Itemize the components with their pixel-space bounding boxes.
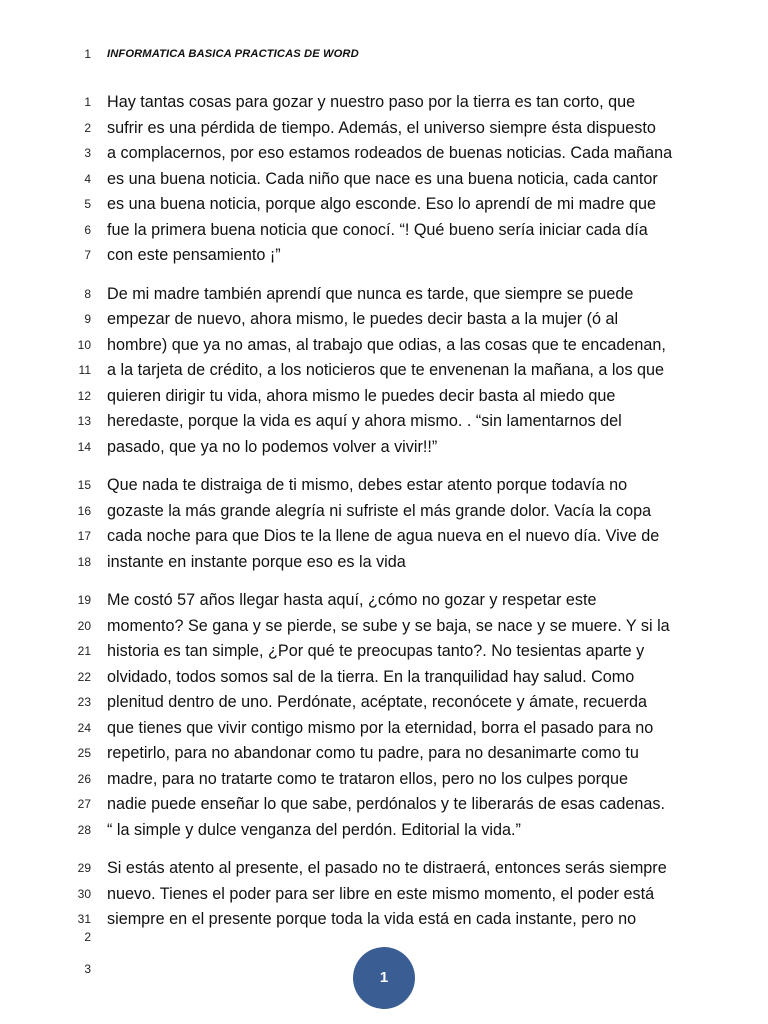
line-number: 16 <box>77 503 91 518</box>
line-text: es una buena noticia, porque algo esconde. Eso lo aprendí de mi madre que <box>107 195 656 213</box>
body-line <box>0 358 768 383</box>
body-line <box>0 550 768 575</box>
line-text: empezar de nuevo, ahora mismo, le puedes decir basta a la mujer (ó al <box>107 310 619 328</box>
line-text: nadie puede enseñar lo que sabe, perdónalos y te liberarás de esas cadenas. <box>107 795 665 813</box>
body-line <box>0 588 768 613</box>
body-line <box>0 818 768 843</box>
line-text: repetirlo, para no abandonar como tu padre, para no desanimarte como tu <box>107 744 639 762</box>
body-line <box>0 882 768 907</box>
body-line <box>0 524 768 549</box>
line-number: 13 <box>77 414 91 428</box>
line-text: quieren dirigir tu vida, ahora mismo le puedes decir basta al miedo que <box>107 386 616 405</box>
line-text: a la tarjeta de crédito, a los noticieros que te envenenan la mañana, a los que <box>107 361 665 379</box>
line-number: 19 <box>77 593 91 607</box>
line-text: momento? Se gana y se pierde, se sube y se baja, se nace y se muere. Y si la <box>107 616 670 635</box>
body-line <box>0 141 768 166</box>
line-number: 9 <box>84 312 91 326</box>
line-text: nuevo. Tienes el poder para ser libre en este mismo momento, el poder está <box>107 884 655 903</box>
body-line <box>0 116 768 141</box>
line-text: Me costó 57 años llegar hasta aquí, ¿cómo no gozar y respetar este <box>107 591 597 609</box>
body-line <box>0 767 768 792</box>
body-line <box>0 435 768 460</box>
body-line <box>0 90 768 115</box>
line-number: 6 <box>84 222 91 237</box>
line-text: De mi madre también aprendí que nunca es tarde, que siempre se puede <box>107 284 634 303</box>
line-number: 26 <box>77 771 91 786</box>
body-line <box>0 384 768 409</box>
line-number: 30 <box>77 886 91 901</box>
line-number: 8 <box>84 286 91 301</box>
body-line <box>0 639 768 664</box>
line-text: Si estás atento al presente, el pasado no te distraerá, entonces serás siempre <box>107 859 667 877</box>
body-line <box>0 282 768 307</box>
line-number: 5 <box>84 197 91 211</box>
body-line <box>0 665 768 690</box>
line-text: madre, para no tratarte como te trataron ellos, pero no los culpes porque <box>107 769 628 788</box>
line-text: hombre) que ya no amas, al trabajo que odias, a las cosas que te encadenan, <box>107 335 666 354</box>
body-line <box>0 716 768 741</box>
line-text: Que nada te distraiga de ti mismo, debes estar atento porque todavía no <box>107 476 628 494</box>
line-number: 4 <box>84 171 91 186</box>
line-number: 2 <box>84 120 91 135</box>
body-line <box>0 243 768 268</box>
body-line <box>0 741 768 766</box>
line-number: 22 <box>77 669 91 684</box>
body-line <box>0 856 768 881</box>
line-number: 17 <box>77 529 91 543</box>
body-line <box>0 473 768 498</box>
body-line <box>0 792 768 817</box>
line-number: 11 <box>78 363 91 377</box>
line-number: 12 <box>77 388 91 403</box>
line-text: con este pensamiento ¡” <box>107 246 281 264</box>
body-line <box>0 690 768 715</box>
line-text: siempre en el presente porque toda la vida está en cada instante, pero no <box>107 910 637 928</box>
body-line <box>0 409 768 434</box>
line-number: 3 <box>84 146 91 160</box>
line-text: es una buena noticia. Cada niño que nace es una buena noticia, cada cantor <box>107 169 658 188</box>
line-text: plenitud dentro de uno. Perdónate, acéptate, reconócete y ámate, recuerda <box>107 693 647 711</box>
line-number: 20 <box>77 618 91 633</box>
header-line-number: 1 <box>84 47 91 61</box>
line-number: 14 <box>77 439 91 454</box>
page-number-badge: 1 <box>353 947 415 1009</box>
body-line <box>0 614 768 639</box>
line-text: heredaste, porque la vida es aquí y ahora mismo. . “sin lamentarnos del <box>107 412 622 430</box>
body-line <box>0 218 768 243</box>
line-text: “ la simple y dulce venganza del perdón. Editorial la vida.” <box>107 820 521 839</box>
line-text: gozaste la más grande alegría ni sufriste el más grande dolor. Vacía la copa <box>107 501 652 520</box>
line-number: 27 <box>77 797 91 811</box>
footer-line-number: 2 <box>84 930 91 944</box>
line-text: historia es tan simple, ¿Por qué te preocupas tanto?. No tesientas aparte y <box>107 642 645 660</box>
line-number: 18 <box>77 554 91 569</box>
line-number: 21 <box>77 644 91 658</box>
line-text: olvidado, todos somos sal de la tierra. En la tranquilidad hay salud. Como <box>107 667 635 686</box>
line-text: cada noche para que Dios te la llene de agua nueva en el nuevo día. Vive de <box>107 527 660 545</box>
line-text: pasado, que ya no lo podemos volver a vivir!!” <box>107 437 438 456</box>
line-text: fue la primera buena noticia que conocí. “! Qué bueno sería iniciar cada día <box>107 220 648 239</box>
line-number: 29 <box>77 861 91 875</box>
line-number: 28 <box>77 822 91 837</box>
line-number: 15 <box>77 478 91 492</box>
line-text: instante en instante porque eso es la vida <box>107 552 406 571</box>
body-line <box>0 167 768 192</box>
line-number: 10 <box>77 337 91 352</box>
line-number: 31 <box>77 912 91 926</box>
body-line <box>0 307 768 332</box>
footer-line-number: 3 <box>84 962 91 976</box>
line-number: 1 <box>84 95 91 109</box>
body-line <box>0 499 768 524</box>
line-text: a complacernos, por eso estamos rodeados de buenas noticias. Cada mañana <box>107 144 673 162</box>
line-text: Hay tantas cosas para gozar y nuestro paso por la tierra es tan corto, que <box>107 93 636 111</box>
body-line <box>0 192 768 217</box>
line-number: 24 <box>77 720 91 735</box>
header <box>0 42 768 67</box>
body-line <box>0 333 768 358</box>
line-number: 7 <box>84 248 91 262</box>
line-text: sufrir es una pérdida de tiempo. Además, el universo siempre ésta dispuesto <box>107 118 656 137</box>
header-title: INFORMATICA BASICA PRACTICAS DE WORD <box>107 48 359 60</box>
line-number: 23 <box>77 695 91 709</box>
line-text: que tienes que vivir contigo mismo por la eternidad, borra el pasado para no <box>107 718 654 737</box>
line-number: 25 <box>77 746 91 760</box>
